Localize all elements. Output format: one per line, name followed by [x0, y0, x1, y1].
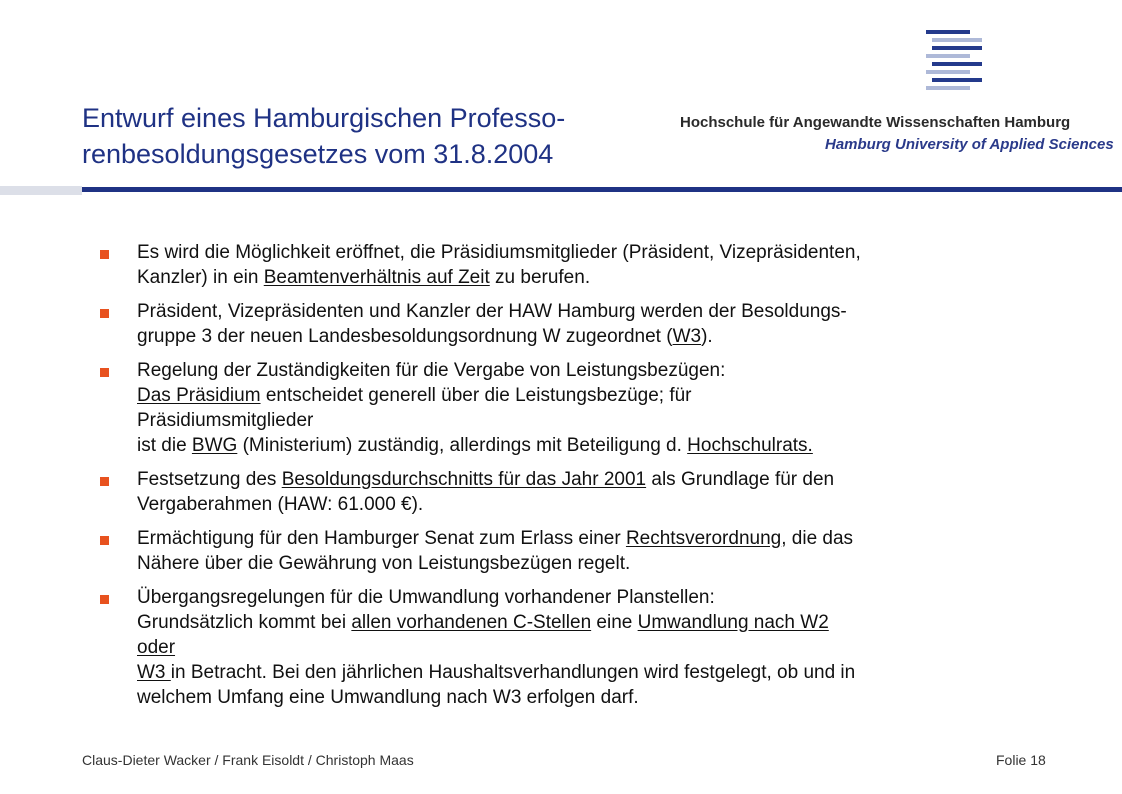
underlined-term: oder — [137, 637, 176, 658]
text-segment: Nähere über die Gewährung von Leistungsbezügen regelt. — [137, 553, 631, 574]
bullet-line — [137, 526, 1080, 551]
text-segment: welchem Umfang eine Umwandlung nach W3 erfolgen darf. — [137, 687, 639, 708]
bullet-line — [137, 383, 1080, 408]
text-segment: Grundsätzlich kommt bei — [137, 612, 352, 633]
text-segment: Vergaberahmen (HAW: 61.000 €). — [137, 494, 424, 515]
text-segment: gruppe 3 der neuen Landesbesoldungsordnung W zugeordnet ( — [137, 326, 673, 347]
text-segment: als Grundlage für den — [646, 469, 835, 490]
bullet-line — [137, 635, 1080, 660]
text-segment: zu berufen. — [489, 267, 591, 288]
title-line-2: renbesoldungsgesetzes vom 31.8.2004 — [82, 139, 554, 169]
bullet-square-icon — [100, 595, 109, 604]
bullet-square-icon — [100, 368, 109, 377]
bullet-square-icon — [100, 250, 109, 259]
header-rule-light — [0, 186, 82, 195]
bullet-item — [100, 299, 1080, 349]
underlined-term: Das Präsidium — [137, 385, 261, 406]
text-segment: eine — [591, 612, 638, 633]
text-segment: (Ministerium) zuständig, allerdings mit Beteiligung d. — [237, 435, 688, 456]
text-segment: Präsidiumsmitglieder — [137, 410, 314, 431]
text-segment: in Betracht. Bei den jährlichen Haushaltsverhandlungen wird festgelegt, ob und in — [170, 662, 856, 683]
bullet-line — [137, 492, 1080, 517]
university-name-en: Hamburg University of Applied Sciences — [825, 136, 1114, 153]
bullet-item — [100, 358, 1080, 458]
text-segment: Es wird die Möglichkeit eröffnet, die Präsidiumsmitglieder (Präsident, Vizepräsidenten, — [137, 242, 861, 263]
bullet-line — [137, 299, 1080, 324]
underlined-term: BWG — [191, 435, 238, 456]
university-name: Hochschule für Angewandte Wissenschaften Hamburg — [680, 114, 1071, 131]
text-segment: ). — [701, 326, 713, 347]
text-segment: Regelung der Zuständigkeiten für die Vergabe von Leistungsbezügen: — [137, 360, 726, 381]
bullet-item — [100, 526, 1080, 576]
university-logo — [926, 30, 986, 90]
underlined-term: W3 — [137, 662, 171, 683]
slide-number: Folie 18 — [996, 752, 1046, 768]
bullet-line — [137, 685, 1080, 710]
underlined-term: Umwandlung nach W2 — [637, 612, 829, 633]
underlined-term: allen vorhandenen C-Stellen — [351, 612, 592, 633]
page-title — [82, 100, 672, 172]
bullet-square-icon — [100, 536, 109, 545]
text-segment: Übergangsregelungen für die Umwandlung vorhandener Planstellen: — [137, 587, 715, 608]
bullet-line — [137, 358, 1080, 383]
footer-authors: Claus-Dieter Wacker / Frank Eisoldt / Christoph Maas — [82, 752, 414, 768]
bullet-item — [100, 467, 1080, 517]
bullet-line — [137, 408, 1080, 433]
underlined-term: Rechtsverordnung — [625, 528, 782, 549]
bullet-square-icon — [100, 477, 109, 486]
underlined-term: Beamtenverhältnis auf Zeit — [263, 267, 490, 288]
bullet-line — [137, 265, 1080, 290]
bullet-line — [137, 610, 1080, 635]
underlined-term: Hochschulrats. — [687, 435, 813, 456]
bullet-item — [100, 585, 1080, 710]
bullet-line — [137, 585, 1080, 610]
text-segment: Präsident, Vizepräsidenten und Kanzler der HAW Hamburg werden der Besoldungs- — [137, 301, 847, 322]
text-segment: , die das — [781, 528, 854, 549]
bullet-line — [137, 551, 1080, 576]
bullet-line — [137, 433, 1080, 458]
bullet-list — [100, 240, 1080, 719]
bullet-line — [137, 467, 1080, 492]
text-segment: entscheidet generell über die Leistungsbezüge; für — [260, 385, 692, 406]
underlined-term: W3 — [672, 326, 702, 347]
text-segment: ist die — [137, 435, 192, 456]
text-segment: Kanzler) in ein — [137, 267, 264, 288]
text-segment: Festsetzung des — [137, 469, 282, 490]
bullet-line — [137, 660, 1080, 685]
underlined-term: Besoldungsdurchschnitts für das Jahr 2001 — [281, 469, 647, 490]
header-rule — [82, 187, 1122, 192]
bullet-line — [137, 240, 1080, 265]
bullet-line — [137, 324, 1080, 349]
bullet-square-icon — [100, 309, 109, 318]
title-line-1: Entwurf eines Hamburgischen Professo- — [82, 103, 566, 133]
text-segment: Ermächtigung für den Hamburger Senat zum Erlass einer — [137, 528, 626, 549]
bullet-item — [100, 240, 1080, 290]
